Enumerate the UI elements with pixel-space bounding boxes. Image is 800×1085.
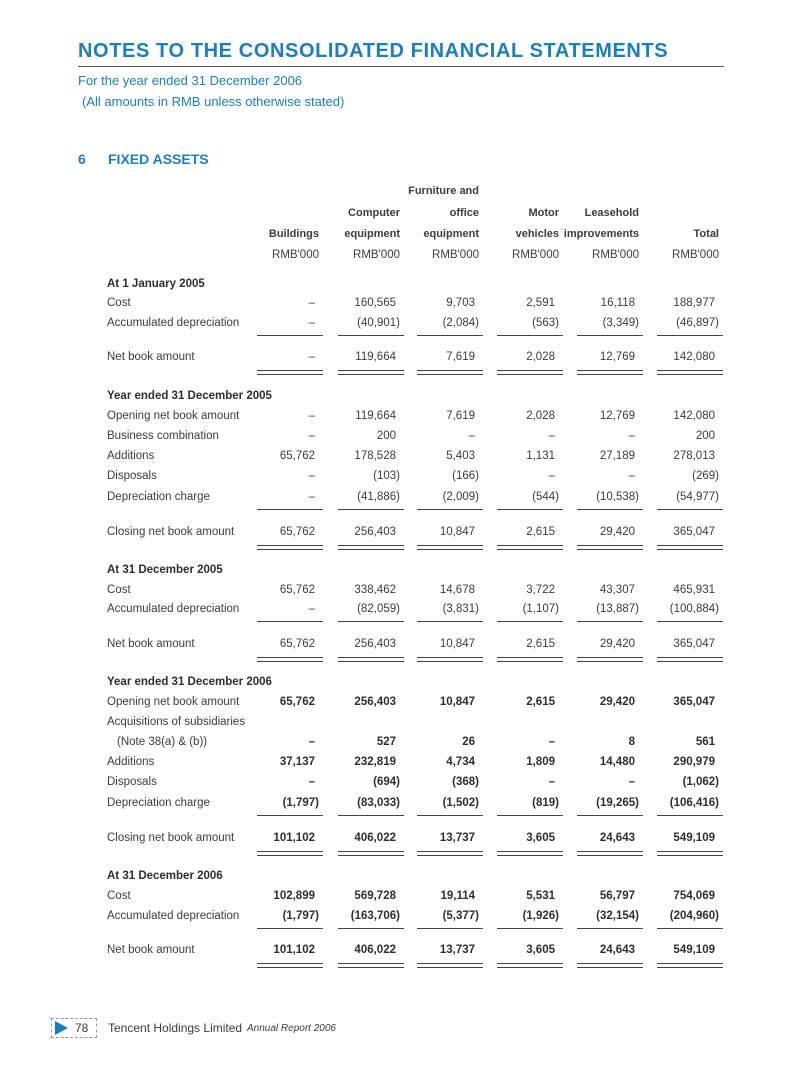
cell-value: (563) — [532, 317, 559, 329]
cell-value: (368) — [452, 776, 479, 788]
cell-value: (1,797) — [282, 797, 319, 809]
cell-value: 7,619 — [446, 351, 475, 363]
cell-value: 12,769 — [599, 410, 635, 422]
underline — [257, 928, 323, 929]
cell-value: 27,189 — [599, 450, 635, 462]
cell-value: 160,565 — [354, 297, 396, 309]
cell-value: (1,107) — [522, 603, 559, 615]
cell-value: 13,737 — [439, 832, 475, 844]
cell-value: 65,762 — [279, 638, 315, 650]
cell-value: 3,722 — [526, 584, 555, 596]
cell-value: (694) — [373, 776, 400, 788]
table-row — [0, 776, 800, 794]
double-underline — [417, 851, 483, 856]
cell-value: (41,886) — [357, 491, 400, 503]
cell-value: – — [628, 470, 635, 482]
underline — [657, 509, 723, 510]
table-row — [0, 696, 800, 714]
double-underline — [338, 657, 404, 662]
cell-value: 102,899 — [273, 890, 315, 902]
double-underline — [657, 370, 723, 375]
double-underline — [417, 545, 483, 550]
underline — [417, 815, 483, 816]
cell-value: – — [548, 776, 555, 788]
cell-value: 10,847 — [439, 696, 475, 708]
underline — [257, 335, 323, 336]
row-label: At 31 December 2006 — [107, 870, 223, 882]
underline — [497, 621, 563, 622]
table-row — [0, 638, 800, 656]
table-section-heading — [0, 564, 800, 582]
table-row — [0, 297, 800, 315]
cell-value: 2,615 — [526, 526, 555, 538]
table-section-heading — [0, 870, 800, 888]
double-underline — [657, 963, 723, 968]
column-unit: RMB'000 — [432, 249, 479, 261]
row-label: Depreciation charge — [107, 491, 210, 503]
double-underline — [657, 657, 723, 662]
underline — [338, 928, 404, 929]
cell-value: 10,847 — [439, 526, 475, 538]
underline — [577, 928, 643, 929]
cell-value: 37,137 — [279, 756, 315, 768]
cell-value: 232,819 — [354, 756, 396, 768]
currency-note: (All amounts in RMB unless otherwise stated) — [82, 94, 345, 109]
column-header: Leasehold — [584, 207, 639, 219]
table-section-heading — [0, 676, 800, 694]
underline — [497, 335, 563, 336]
row-label: Closing net book amount — [107, 832, 235, 844]
cell-value: 119,664 — [355, 410, 396, 422]
underline — [417, 621, 483, 622]
column-unit: RMB'000 — [592, 249, 639, 261]
cell-value: 256,403 — [354, 696, 396, 708]
cell-value: 5,403 — [446, 450, 475, 462]
cell-value: (269) — [692, 470, 719, 482]
cell-value: (819) — [532, 797, 559, 809]
cell-value: – — [308, 410, 315, 422]
cell-value: – — [308, 470, 315, 482]
double-underline — [497, 851, 563, 856]
cell-value: 9,703 — [446, 297, 475, 309]
double-underline — [338, 963, 404, 968]
footer-company: Tencent Holdings Limited — [108, 1021, 243, 1035]
underline — [657, 928, 723, 929]
cell-value: 26 — [462, 736, 475, 748]
cell-value: (32,154) — [596, 910, 639, 922]
table-row — [0, 756, 800, 774]
cell-value: 56,797 — [599, 890, 635, 902]
table-row — [0, 430, 800, 448]
cell-value: (1,797) — [282, 910, 319, 922]
column-header: Buildings — [268, 228, 319, 240]
underline — [577, 621, 643, 622]
cell-value: 65,762 — [279, 584, 315, 596]
table-row — [0, 317, 800, 335]
cell-value: – — [308, 603, 315, 615]
cell-value: 142,080 — [673, 351, 715, 363]
cell-value: 1,809 — [526, 756, 555, 768]
underline — [257, 621, 323, 622]
cell-value: – — [628, 776, 635, 788]
cell-value: 365,047 — [673, 526, 715, 538]
double-underline — [257, 370, 323, 375]
cell-value: 2,028 — [526, 410, 555, 422]
table-section-heading — [0, 278, 800, 296]
cell-value: (19,265) — [596, 797, 639, 809]
page-number: 78 — [75, 1021, 89, 1035]
cell-value: 3,605 — [526, 944, 555, 956]
cell-value: (204,960) — [669, 910, 719, 922]
cell-value: 406,022 — [354, 944, 396, 956]
double-underline — [577, 370, 643, 375]
play-arrow-icon — [55, 1021, 68, 1035]
cell-value: 561 — [695, 736, 715, 748]
row-label: Accumulated depreciation — [107, 910, 240, 922]
cell-value: (82,059) — [357, 603, 400, 615]
row-label: Accumulated depreciation — [107, 317, 240, 329]
row-label: Business combination — [107, 430, 219, 442]
table-row — [0, 603, 800, 621]
cell-value: 13,737 — [439, 944, 475, 956]
cell-value: 14,480 — [599, 756, 635, 768]
cell-value: (5,377) — [442, 910, 479, 922]
cell-value: – — [308, 491, 315, 503]
double-underline — [417, 370, 483, 375]
column-header: equipment — [344, 228, 400, 240]
cell-value: (1,502) — [442, 797, 479, 809]
column-header: vehicles — [515, 228, 559, 240]
underline — [338, 621, 404, 622]
row-label: Depreciation charge — [107, 797, 210, 809]
cell-value: (13,887) — [596, 603, 639, 615]
cell-value: (1,926) — [522, 910, 559, 922]
cell-value: 188,977 — [673, 297, 715, 309]
cell-value: 119,664 — [355, 351, 396, 363]
table-section-heading — [0, 390, 800, 408]
column-unit: RMB'000 — [353, 249, 400, 261]
cell-value: 256,403 — [354, 526, 396, 538]
column-unit: RMB'000 — [672, 249, 719, 261]
cell-value: 2,615 — [526, 696, 555, 708]
cell-value: (100,884) — [669, 603, 719, 615]
cell-value: 12,769 — [599, 351, 635, 363]
double-underline — [497, 370, 563, 375]
page-title: NOTES TO THE CONSOLIDATED FINANCIAL STATEMENTS — [78, 40, 669, 62]
cell-value: (40,901) — [357, 317, 400, 329]
cell-value: (3,831) — [442, 603, 479, 615]
row-label: Opening net book amount — [107, 410, 240, 422]
underline — [577, 509, 643, 510]
underline — [577, 815, 643, 816]
cell-value: 24,643 — [599, 832, 635, 844]
row-label: Year ended 31 December 2006 — [107, 676, 272, 688]
cell-value: 200 — [376, 430, 396, 442]
cell-value: – — [548, 736, 555, 748]
cell-value: 7,619 — [446, 410, 475, 422]
cell-value: 549,109 — [673, 832, 715, 844]
cell-value: 406,022 — [354, 832, 396, 844]
row-label: At 31 December 2005 — [107, 564, 223, 576]
table-row — [0, 797, 800, 815]
double-underline — [257, 657, 323, 662]
double-underline — [577, 851, 643, 856]
row-label: Cost — [107, 584, 131, 596]
row-label: At 1 January 2005 — [107, 278, 205, 290]
underline — [577, 335, 643, 336]
table-row — [0, 716, 800, 734]
table-row — [0, 944, 800, 962]
cell-value: 19,114 — [440, 890, 475, 902]
double-underline — [257, 851, 323, 856]
table-row — [0, 351, 800, 369]
period-subtitle: For the year ended 31 December 2006 — [78, 73, 303, 88]
double-underline — [417, 963, 483, 968]
cell-value: 1,131 — [526, 450, 555, 462]
underline — [417, 928, 483, 929]
cell-value: – — [628, 430, 635, 442]
cell-value: 338,462 — [354, 584, 396, 596]
cell-value: (46,897) — [676, 317, 719, 329]
cell-value: 16,118 — [600, 297, 635, 309]
column-unit: RMB'000 — [272, 249, 319, 261]
underline — [338, 509, 404, 510]
cell-value: 142,080 — [673, 410, 715, 422]
cell-value: 256,403 — [354, 638, 396, 650]
cell-value: 2,615 — [526, 638, 555, 650]
column-unit: RMB'000 — [512, 249, 559, 261]
cell-value: (106,416) — [669, 797, 719, 809]
underline — [657, 621, 723, 622]
row-label: Year ended 31 December 2005 — [107, 390, 272, 402]
table-row — [0, 470, 800, 488]
double-underline — [577, 657, 643, 662]
row-label: Accumulated depreciation — [107, 603, 240, 615]
double-underline — [657, 545, 723, 550]
underline — [257, 815, 323, 816]
underline — [497, 509, 563, 510]
cell-value: 101,102 — [273, 944, 315, 956]
table-row — [0, 450, 800, 468]
cell-value: 29,420 — [599, 696, 635, 708]
column-header: improvements — [563, 228, 639, 240]
cell-value: 24,643 — [599, 944, 635, 956]
double-underline — [338, 370, 404, 375]
column-header: Computer — [348, 207, 400, 219]
double-underline — [257, 963, 323, 968]
row-label: Opening net book amount — [107, 696, 240, 708]
cell-value: 8 — [628, 736, 635, 748]
cell-value: (2,009) — [442, 491, 479, 503]
underline — [497, 815, 563, 816]
cell-value: 14,678 — [439, 584, 475, 596]
cell-value: 278,013 — [673, 450, 715, 462]
cell-value: 754,069 — [673, 890, 715, 902]
row-label: Additions — [107, 756, 155, 768]
cell-value: 43,307 — [599, 584, 635, 596]
underline — [257, 509, 323, 510]
cell-value: 290,979 — [673, 756, 715, 768]
section-number: 6 — [78, 151, 86, 167]
cell-value: 365,047 — [673, 638, 715, 650]
underline — [417, 509, 483, 510]
cell-value: (54,977) — [676, 491, 719, 503]
cell-value: 178,528 — [354, 450, 396, 462]
cell-value: 29,420 — [599, 526, 635, 538]
double-underline — [577, 963, 643, 968]
double-underline — [497, 545, 563, 550]
cell-value: 465,931 — [673, 584, 715, 596]
cell-value: 10,847 — [439, 638, 475, 650]
double-underline — [338, 545, 404, 550]
underline — [338, 815, 404, 816]
cell-value: 200 — [695, 430, 715, 442]
cell-value: – — [308, 776, 315, 788]
column-header: Motor — [528, 207, 559, 219]
cell-value: 65,762 — [279, 450, 315, 462]
double-underline — [338, 851, 404, 856]
cell-value: 5,531 — [526, 890, 555, 902]
underline — [657, 815, 723, 816]
cell-value: 365,047 — [673, 696, 715, 708]
row-label: Cost — [107, 297, 131, 309]
cell-value: – — [308, 317, 315, 329]
double-underline — [657, 851, 723, 856]
cell-value: 549,109 — [673, 944, 715, 956]
row-label: Disposals — [107, 470, 157, 482]
row-label: Disposals — [107, 776, 157, 788]
cell-value: (83,033) — [357, 797, 400, 809]
cell-value: – — [308, 351, 315, 363]
cell-value: 65,762 — [279, 526, 315, 538]
cell-value: – — [308, 736, 315, 748]
cell-value: (103) — [373, 470, 400, 482]
column-header: equipment — [423, 228, 479, 240]
cell-value: (544) — [532, 491, 559, 503]
row-label: Net book amount — [107, 944, 195, 956]
row-label: Net book amount — [107, 351, 195, 363]
column-header: Furniture and — [408, 185, 479, 197]
section-title: FIXED ASSETS — [108, 151, 209, 167]
underline — [497, 928, 563, 929]
table-row — [0, 526, 800, 544]
cell-value: 4,734 — [446, 756, 475, 768]
row-label: Closing net book amount — [107, 526, 235, 538]
underline — [338, 335, 404, 336]
cell-value: – — [548, 470, 555, 482]
column-header: Total — [693, 228, 719, 240]
cell-value: 2,028 — [526, 351, 555, 363]
cell-value: – — [548, 430, 555, 442]
double-underline — [497, 657, 563, 662]
row-label: Cost — [107, 890, 131, 902]
table-row — [0, 832, 800, 850]
double-underline — [257, 545, 323, 550]
cell-value: – — [468, 430, 475, 442]
row-label: Net book amount — [107, 638, 195, 650]
row-label: (Note 38(a) & (b)) — [117, 736, 208, 748]
cell-value: 29,420 — [599, 638, 635, 650]
cell-value: 3,605 — [526, 832, 555, 844]
double-underline — [577, 545, 643, 550]
double-underline — [497, 963, 563, 968]
table-row — [0, 491, 800, 509]
cell-value: – — [308, 297, 315, 309]
cell-value: 527 — [376, 736, 396, 748]
cell-value: (1,062) — [682, 776, 719, 788]
underline — [657, 335, 723, 336]
cell-value: 101,102 — [273, 832, 315, 844]
row-label: Additions — [107, 450, 155, 462]
cell-value: 2,591 — [526, 297, 555, 309]
cell-value: (2,084) — [442, 317, 479, 329]
cell-value: (10,538) — [596, 491, 639, 503]
underline — [417, 335, 483, 336]
table-row — [0, 410, 800, 428]
double-underline — [417, 657, 483, 662]
cell-value: (3,349) — [602, 317, 639, 329]
table-row — [0, 890, 800, 908]
footer-report-name: Annual Report 2006 — [247, 1023, 336, 1034]
row-label: Acquisitions of subsidiaries — [107, 716, 246, 728]
cell-value: (163,706) — [350, 910, 400, 922]
column-header: office — [449, 207, 479, 219]
table-row — [0, 736, 800, 754]
table-row — [0, 910, 800, 928]
cell-value: (166) — [452, 470, 479, 482]
cell-value: 65,762 — [279, 696, 315, 708]
cell-value: 569,728 — [354, 890, 396, 902]
table-row — [0, 584, 800, 602]
cell-value: – — [308, 430, 315, 442]
